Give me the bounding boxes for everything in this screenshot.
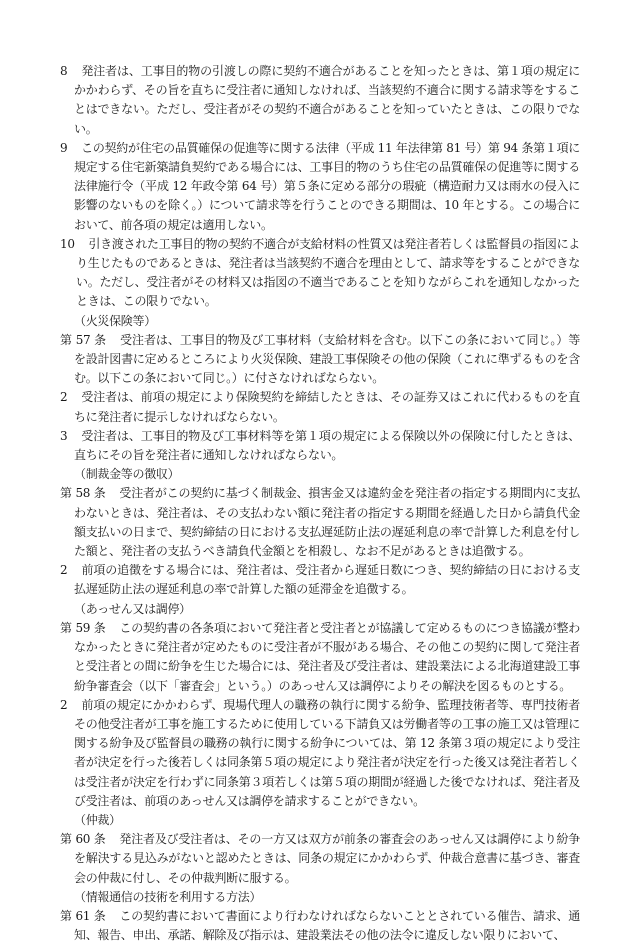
numbered-paragraph [60, 561, 580, 599]
article-paragraph [60, 619, 580, 696]
paragraph-number: 第 57 条 [60, 332, 107, 347]
paragraph-text: この契約書の各条項において発注者と受注者とが協議して定めるものにつき協議が整わなかったときに発注者が定めたものに受注者が不服がある場合、その他この契約に関して発注者と受注者との間に紛争を生じた場合には、発注者及び受注者は、建設業法による北海道建設工事紛争審査会（以下「審査会」という。）のあっせん又は調停によりその解決を図るものとする。 [74, 620, 580, 693]
article-paragraph [60, 907, 580, 945]
paragraph-text: 受注者は、工事目的物及び工事材料等を第１項の規定による保険以外の保険に付したときは、直ちにその旨を発注者に通知しなければならない。 [74, 428, 581, 463]
paragraph-text: この契約書において書面により行わなければならないこととされている催告、請求、通知、報告、申出、承諾、解除及び指示は、建設業法その他の法令に違反しない限りにおいて、 [74, 908, 581, 943]
paragraph-number: 第 59 条 [60, 620, 106, 635]
section-heading: （火災保険等） [74, 313, 156, 328]
paragraph-text: 受注者がこの契約に基づく制裁金、損害金又は違約金を発注者の指定する期間内に支払わないときは、発注者は、その支払わない額に発注者の指定する期間を経過した日から請負代金額支払いの日まで、契約締結の日における支払遅延防止法の遅延利息の率で計算した利息を付した額と、発注者の支払うべき請負代金額とを相殺し、なお不足があるときは追徴する。 [74, 486, 581, 559]
paragraph-text: 発注者及び受注者は、その一方又は双方が前条の審査会のあっせん又は調停により紛争を解決する見込みがないと認めたときは、同条の規定にかかわらず、仲裁合意書に基づき、審査会の仲裁に付し、その仲裁判断に服する。 [74, 832, 581, 885]
number-spacer [108, 909, 120, 923]
number-spacer [108, 333, 120, 347]
number-spacer [69, 698, 81, 712]
paragraph-number: 9 [60, 140, 68, 155]
numbered-paragraph [60, 139, 580, 235]
numbered-paragraph [60, 388, 580, 426]
article-paragraph [60, 331, 580, 389]
paragraph-text: この契約が住宅の品質確保の促進等に関する法律（平成 11 年法律第 81 号）第 94 条第１項に規定する住宅新築請負契約である場合には、工事目的物のうち住宅の品質確保の促進等に関する法律施行令（平成 12 年政令第 64 号）第５条に定める部分の瑕疵（構造耐力又は雨水の侵入に影響のないものを除く。）について請求等を行うことのできる期間は、10 年とする。この場合において、前各項の規定は適用しない。 [74, 140, 581, 232]
paragraph-number: 第 58 条 [60, 486, 106, 501]
numbered-paragraph [60, 62, 580, 139]
paragraph-text: 前項の追徴をする場合には、発注者は、受注者から遅延日数につき、契約締結の日における支払遅延防止法の遅延利息の率で計算した額の延滞金を追徴する。 [74, 563, 581, 597]
document-body [60, 62, 580, 945]
paragraph-number: 2 [60, 563, 68, 578]
number-spacer [69, 141, 81, 155]
numbered-paragraph [60, 696, 580, 811]
section-heading: （情報通信の技術を利用する方法） [74, 889, 262, 904]
section-heading: （あっせん又は調停） [74, 601, 191, 616]
paragraph-text: 引き渡された工事目的物の契約不適合が支給材料の性質又は発注者若しくは監督員の指図により生じたものであるときは、発注者は当該契約不適合を理由として、請求等をすることができない。ただし、受注者がその材料又は指図の不適当であることを知りながらこれを通知しなかったときは、この限りでない。 [76, 236, 581, 309]
numbered-paragraph [60, 235, 580, 312]
section-heading: （制裁金等の徴収） [74, 467, 180, 482]
numbered-paragraph [60, 427, 580, 465]
paragraph-number: 2 [60, 390, 68, 405]
number-spacer [69, 563, 81, 577]
paragraph-text: 発注者は、工事目的物の引渡しの際に契約不適合があることを知ったときは、第１項の規定にかかわらず、その旨を直ちに受注者に通知しなければ、当該契約不適合に関する請求等をすることはできない。ただし、受注者がその契約不適合があることを知っていたときは、この限りでない。 [74, 64, 581, 136]
section-heading: （仲裁） [74, 812, 121, 827]
paragraph-number: 第 61 条 [60, 908, 106, 923]
paragraph-text: 前項の規定にかかわらず、現場代理人の職務の執行に関する紛争、監理技術者等、専門技術者その他受注者が工事を施工するために使用している下請負又は労働者等の工事の施工又は管理に関する紛争及び監督員の職務の執行に関する紛争については、第 12 条第３項の規定により受注者が決定を行った後若しくは同条第５項の規定により発注者が決定を行った後又は発注者若しくは受注者が決定を行わずに同条第３項若しくは第５項の期間が経過した後でなければ、発注者及び受注者は、前項のあっせん又は調停を請求することができない。 [74, 697, 581, 808]
number-spacer [108, 832, 120, 846]
paragraph-number: 8 [60, 64, 68, 78]
article-paragraph [60, 830, 580, 888]
paragraph-text: 受注者は、前項の規定により保険契約を締結したときは、その証券又はこれに代わるものを直ちに発注者に提示しなければならない。 [74, 390, 581, 424]
paragraph-number: 第 60 条 [60, 832, 106, 847]
article-paragraph [60, 484, 580, 561]
paragraph-number: 3 [60, 428, 68, 443]
number-spacer [69, 64, 81, 78]
number-spacer [108, 486, 120, 500]
number-spacer [108, 621, 120, 635]
number-spacer [69, 429, 81, 443]
paragraph-text: 受注者は、工事目的物及び工事材料（支給材料を含む。以下この条において同じ。）等を設計図書に定めるところにより火災保険、建設工事保険その他の保険（これに準ずるものを含む。以下この条において同じ。）に付さなければならない。 [74, 332, 580, 386]
paragraph-number: 10 [60, 236, 75, 251]
paragraph-number: 2 [60, 697, 68, 712]
number-spacer [77, 237, 89, 251]
number-spacer [69, 390, 81, 404]
